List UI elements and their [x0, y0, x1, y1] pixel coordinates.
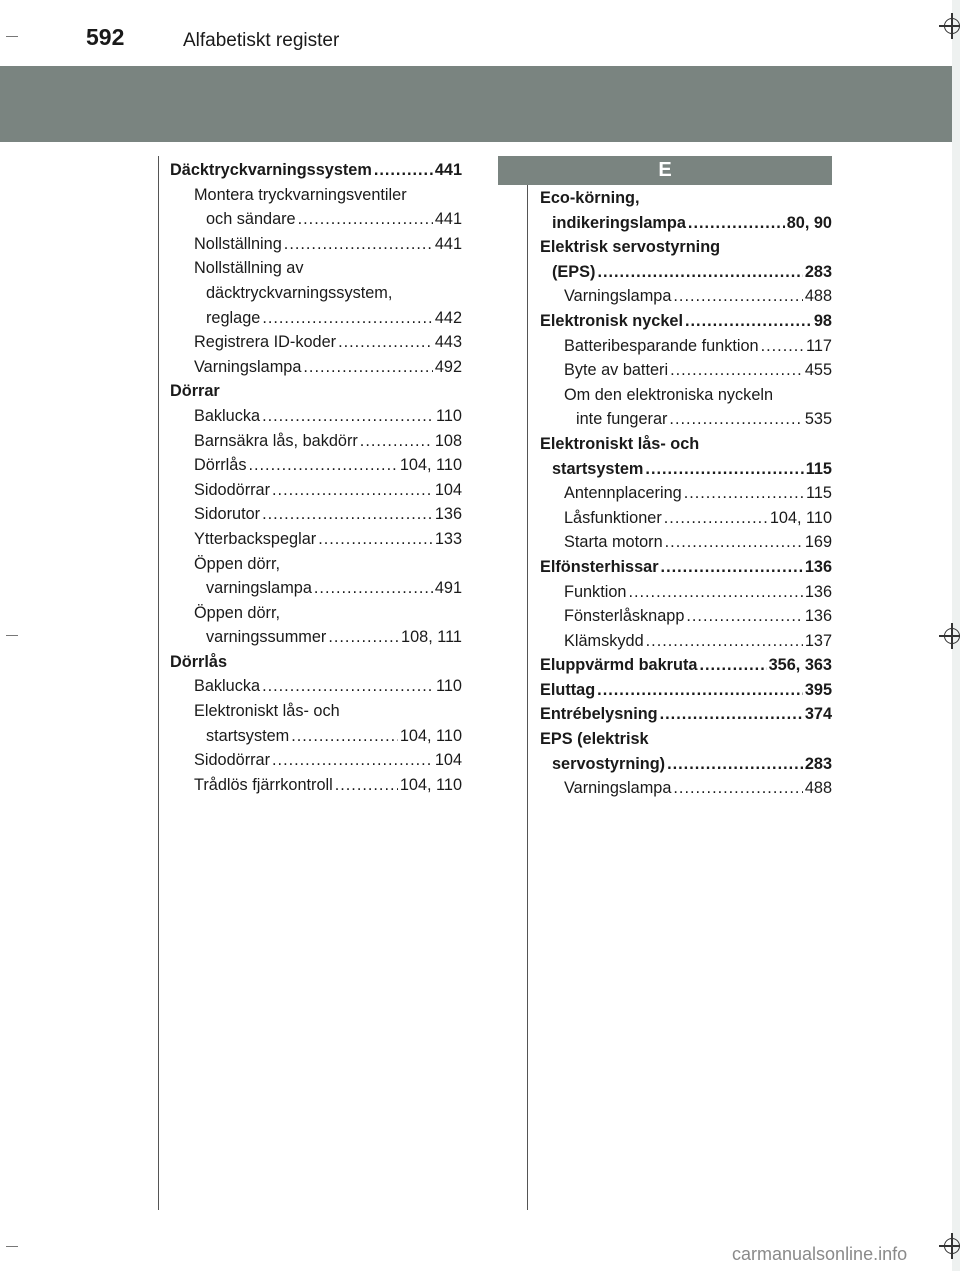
leader-dots [628, 580, 802, 605]
index-entry [540, 457, 832, 482]
index-entry-page: 535 [804, 410, 832, 429]
index-entry [540, 481, 832, 506]
index-entry [170, 379, 462, 404]
index-column-right [540, 186, 832, 801]
index-entry-term: Dörrlås [194, 456, 247, 475]
leader-dots [685, 309, 812, 334]
leader-dots [673, 776, 802, 801]
index-entry-term: Låsfunktioner [564, 508, 662, 527]
index-entry-term: Varningslampa [564, 779, 672, 798]
leader-dots [262, 674, 434, 699]
index-entry-page: 488 [804, 779, 832, 798]
index-entry-term: Sidorutor [194, 505, 261, 524]
leader-dots [374, 158, 433, 183]
index-entry-term: Elektroniskt lås- och [540, 434, 700, 453]
index-entry-term: Eluttag [540, 680, 596, 699]
index-entry-page: 169 [804, 533, 832, 552]
index-entry-page: 108, 111 [401, 628, 462, 647]
index-entry [170, 404, 462, 429]
leader-dots [688, 211, 785, 236]
leader-dots [314, 576, 433, 601]
index-entry-term: Nollställning av [194, 259, 304, 278]
index-entry-term: Sidodörrar [194, 480, 271, 499]
index-entry-page: 374 [804, 705, 832, 724]
leader-dots [248, 453, 397, 478]
index-entry-term: Registrera ID-koder [194, 333, 337, 352]
index-entry [170, 650, 462, 675]
index-entry [170, 158, 462, 183]
leader-dots [686, 604, 802, 629]
index-entry [540, 752, 832, 777]
index-entry-term: reglage [206, 308, 261, 327]
index-entry [540, 284, 832, 309]
index-entry-term: EPS (elektrisk [540, 730, 649, 749]
leader-dots [645, 457, 803, 482]
index-entry [170, 306, 462, 331]
index-entry [170, 527, 462, 552]
leader-dots [262, 404, 434, 429]
index-entry-term: indikeringslampa [552, 213, 686, 232]
leader-dots [699, 653, 766, 678]
index-entry [170, 429, 462, 454]
index-entry-term: Fönsterlåsknapp [564, 607, 685, 626]
leader-dots [667, 752, 803, 777]
index-entry-page: 104 [434, 751, 462, 770]
index-entry-term: Dörrlås [170, 652, 228, 671]
leader-dots [318, 527, 433, 552]
index-entry-page: 137 [804, 631, 832, 650]
index-entry [540, 530, 832, 555]
index-entry-term: Elektrisk servostyrning [540, 238, 721, 257]
index-entry [170, 773, 462, 798]
index-entry [540, 432, 832, 457]
index-entry-page: 136 [434, 505, 462, 524]
index-entry-page: 356, 363 [768, 656, 832, 675]
index-entry-page: 115 [805, 459, 832, 478]
index-entry [540, 211, 832, 236]
leader-dots [761, 334, 804, 359]
index-entry-page: 104, 110 [399, 726, 462, 745]
index-entry [540, 776, 832, 801]
index-entry [170, 281, 462, 306]
leader-dots [665, 530, 803, 555]
leader-dots [262, 306, 433, 331]
header-band [0, 66, 952, 142]
index-entry-term: (EPS) [552, 262, 596, 281]
index-entry-term: Trådlös fjärrkontroll [194, 775, 333, 794]
index-entry-term: Elektronisk nyckel [540, 311, 683, 330]
column-rule-right [527, 156, 528, 1210]
index-entry-page: 98 [813, 311, 832, 330]
leader-dots [597, 260, 802, 285]
index-column-left [170, 158, 462, 797]
index-entry-page: 441 [434, 161, 462, 179]
index-entry-term: servostyrning) [552, 754, 666, 773]
index-entry [170, 256, 462, 281]
index-entry [170, 232, 462, 257]
index-entry-term: Ytterbackspeglar [194, 529, 317, 548]
leader-dots [303, 355, 432, 380]
index-entry-term: varningslampa [206, 579, 312, 598]
leader-dots [660, 702, 803, 727]
index-entry-page: 283 [804, 754, 832, 773]
index-entry [540, 653, 832, 678]
index-entry-term: Elektroniskt lås- och [194, 702, 340, 721]
leader-dots [298, 207, 433, 232]
index-entry-term: Antennplacering [564, 484, 682, 503]
index-entry-term: varningssummer [206, 628, 327, 647]
index-entry-page: 117 [806, 336, 832, 355]
index-entry-term: Klämskydd [564, 631, 644, 650]
registration-mark-icon [944, 18, 960, 34]
index-entry [170, 330, 462, 355]
index-entry [170, 674, 462, 699]
index-entry-page: 491 [434, 579, 462, 598]
index-entry [540, 358, 832, 383]
column-rule-left [158, 156, 159, 1210]
leader-dots [262, 502, 433, 527]
page-title: Alfabetiskt register [183, 30, 340, 51]
index-entry [170, 207, 462, 232]
index-entry [540, 309, 832, 334]
index-entry-term: Entrébelysning [540, 705, 658, 724]
leader-dots [673, 284, 802, 309]
leader-dots [661, 555, 803, 580]
index-entry-term: startsystem [552, 459, 644, 478]
index-entry-term: inte fungerar [576, 410, 668, 429]
index-entry [170, 699, 462, 724]
index-entry-term: Varningslampa [564, 287, 672, 306]
index-entry-page: 395 [804, 680, 832, 699]
leader-dots [272, 748, 433, 773]
index-entry-page: 104, 110 [769, 508, 832, 527]
index-entry [540, 260, 832, 285]
index-entry-page: 108 [434, 431, 462, 450]
leader-dots [360, 429, 433, 454]
index-entry-term: Varningslampa [194, 357, 302, 376]
index-entry [170, 502, 462, 527]
index-entry [170, 724, 462, 749]
leader-dots [646, 629, 803, 654]
crop-mark [6, 635, 18, 636]
index-entry [540, 702, 832, 727]
index-entry-page: 441 [434, 234, 462, 253]
index-entry-term: däcktryckvarningssystem, [206, 283, 393, 302]
index-entry-term: Starta motorn [564, 533, 663, 552]
index-entry [170, 601, 462, 626]
index-entry-term: startsystem [206, 726, 290, 745]
index-entry-term: Om den elektroniska nyckeln [564, 385, 774, 404]
leader-dots [338, 330, 433, 355]
index-entry-page: 283 [804, 262, 832, 281]
watermark: carmanualsonline.info [732, 1244, 908, 1264]
index-entry [170, 576, 462, 601]
leader-dots [684, 481, 804, 506]
index-entry-term: Nollställning [194, 234, 282, 253]
leader-dots [328, 625, 399, 650]
index-entry [170, 453, 462, 478]
leader-dots [664, 506, 768, 531]
index-entry-term: Öppen dörr, [194, 554, 280, 573]
index-entry [170, 355, 462, 380]
index-entry [540, 506, 832, 531]
index-entry [540, 629, 832, 654]
index-entry-term: Eluppvärmd bakruta [540, 656, 698, 675]
index-entry-term: Sidodörrar [194, 751, 271, 770]
index-entry-page: 104, 110 [399, 775, 462, 794]
leader-dots [335, 773, 398, 798]
index-entry-term: Byte av batteri [564, 361, 669, 380]
index-entry [540, 580, 832, 605]
index-entry-page: 133 [434, 529, 462, 548]
index-entry-page: 104, 110 [399, 456, 462, 475]
leader-dots [669, 407, 802, 432]
registration-mark-icon [944, 628, 960, 644]
index-entry [540, 604, 832, 629]
index-entry-page: 110 [436, 677, 462, 696]
index-entry [170, 625, 462, 650]
index-entry-page: 136 [804, 582, 832, 601]
index-entry-term: Montera tryckvarningsventiler [194, 185, 407, 204]
section-letter-header: E [498, 156, 832, 185]
index-entry-term: och sändare [206, 210, 296, 229]
index-entry-term: Barnsäkra lås, bakdörr [194, 431, 358, 450]
index-entry-term: Öppen dörr, [194, 603, 280, 622]
registration-mark-icon [944, 1238, 960, 1254]
index-entry [540, 235, 832, 260]
page-number: 592 [86, 24, 125, 50]
index-entry [170, 183, 462, 208]
index-entry [540, 383, 832, 408]
index-entry [540, 727, 832, 752]
index-entry-term: Funktion [564, 582, 627, 601]
crop-mark [6, 1246, 18, 1247]
index-entry-page: 110 [436, 406, 462, 425]
index-entry-page: 488 [804, 287, 832, 306]
index-entry [170, 478, 462, 503]
index-entry-page: 441 [434, 210, 462, 229]
index-entry-page: 136 [804, 557, 832, 576]
leader-dots [291, 724, 398, 749]
index-entry-term: Baklucka [194, 406, 261, 425]
index-entry [540, 407, 832, 432]
index-entry-term: Batteribesparande funktion [564, 336, 759, 355]
leader-dots [284, 232, 433, 257]
index-entry-page: 442 [434, 308, 462, 327]
index-entry [540, 186, 832, 211]
index-entry [540, 678, 832, 703]
index-entry-term: Dörrar [170, 382, 220, 401]
index-entry-page: 136 [804, 607, 832, 626]
index-entry [540, 334, 832, 359]
index-entry-page: 443 [434, 333, 462, 352]
crop-mark [6, 36, 18, 37]
index-entry-page: 115 [806, 484, 832, 503]
leader-dots [670, 358, 803, 383]
index-entry-term: Baklucka [194, 677, 261, 696]
index-entry-term: Eco-körning, [540, 189, 640, 207]
index-entry-page: 455 [804, 361, 832, 380]
index-entry-page: 80, 90 [786, 213, 832, 232]
index-entry-term: Elfönsterhissar [540, 557, 659, 576]
index-entry [170, 748, 462, 773]
leader-dots [272, 478, 433, 503]
index-entry-term: Däcktryckvarningssystem [170, 161, 372, 179]
leader-dots [597, 678, 803, 703]
index-entry [540, 555, 832, 580]
index-entry [170, 552, 462, 577]
index-entry-page: 492 [434, 357, 462, 376]
index-entry-page: 104 [434, 480, 462, 499]
